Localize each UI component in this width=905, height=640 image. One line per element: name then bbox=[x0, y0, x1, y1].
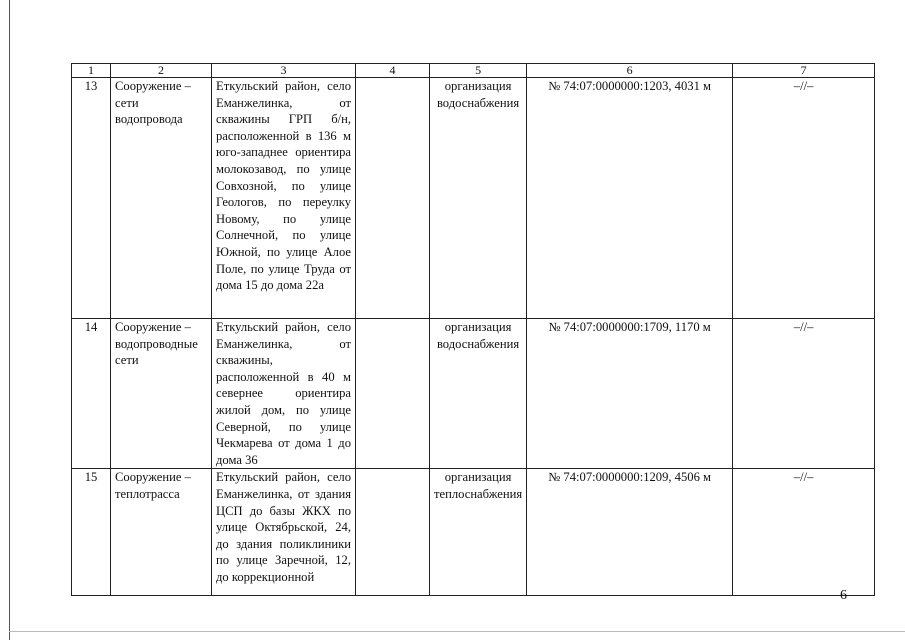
table-row bbox=[72, 469, 875, 596]
object-address: Еткульский район, село Еманжелинка, от скважины ГРП б/н, расположенной в 136 м юго-западнее ориентира молокозавод, по улице Совхозной, по улице Геологов, по переулку Новому, по улице Солнечной, по улице Южной, по улице Алое Поле, по улице Труда от дома 15 до дома 22а bbox=[212, 78, 356, 319]
col4-cell bbox=[356, 319, 430, 469]
object-address: Еткульский район, село Еманжелинка, от скважины, расположенной в 40 м севернее ориентира жилой дом, по улице Северной, по улице Чекмарева от дома 1 до дома 36 bbox=[212, 319, 356, 469]
col7-cell: –//– bbox=[733, 319, 875, 469]
cadastral-cell: № 74:07:0000000:1203, 4031 м bbox=[527, 78, 733, 319]
object-name: Сооружение – теплотрасса bbox=[111, 469, 212, 596]
header-col-7: 7 bbox=[733, 64, 875, 78]
holder-cell: организация водоснабжения bbox=[430, 319, 527, 469]
row-number: 15 bbox=[72, 469, 111, 596]
page-bottom-edge bbox=[9, 631, 905, 632]
table-row bbox=[72, 319, 875, 469]
header-col-5: 5 bbox=[430, 64, 527, 78]
cadastral-cell: № 74:07:0000000:1709, 1170 м bbox=[527, 319, 733, 469]
table-header-row bbox=[72, 64, 875, 78]
page-number: 6 bbox=[840, 588, 847, 603]
table-row bbox=[72, 78, 875, 319]
holder-cell: организация водоснабжения bbox=[430, 78, 527, 319]
header-col-1: 1 bbox=[72, 64, 111, 78]
property-register-table bbox=[71, 63, 875, 596]
header-col-2: 2 bbox=[111, 64, 212, 78]
holder-cell: организация теплоснабжения bbox=[430, 469, 527, 596]
object-address bbox=[212, 469, 356, 596]
col7-cell: –//– bbox=[733, 78, 875, 319]
row-number: 14 bbox=[72, 319, 111, 469]
page-left-edge bbox=[9, 0, 10, 640]
header-col-6: 6 bbox=[527, 64, 733, 78]
col7-cell: –//– bbox=[733, 469, 875, 596]
object-name: Сооружение – водопроводные сети bbox=[111, 319, 212, 469]
col4-cell bbox=[356, 469, 430, 596]
cadastral-cell: № 74:07:0000000:1209, 4506 м bbox=[527, 469, 733, 596]
header-col-4: 4 bbox=[356, 64, 430, 78]
object-address-text: Еткульский район, село Еманжелинка, от здания ЦСП до базы ЖКХ по улице Октябрьской, 24, до здания поликлиники по улице Заречной, 12, до коррекционной bbox=[216, 470, 351, 584]
header-col-3: 3 bbox=[212, 64, 356, 78]
object-name: Сооружение – сети водопровода bbox=[111, 78, 212, 319]
row-number: 13 bbox=[72, 78, 111, 319]
col4-cell bbox=[356, 78, 430, 319]
